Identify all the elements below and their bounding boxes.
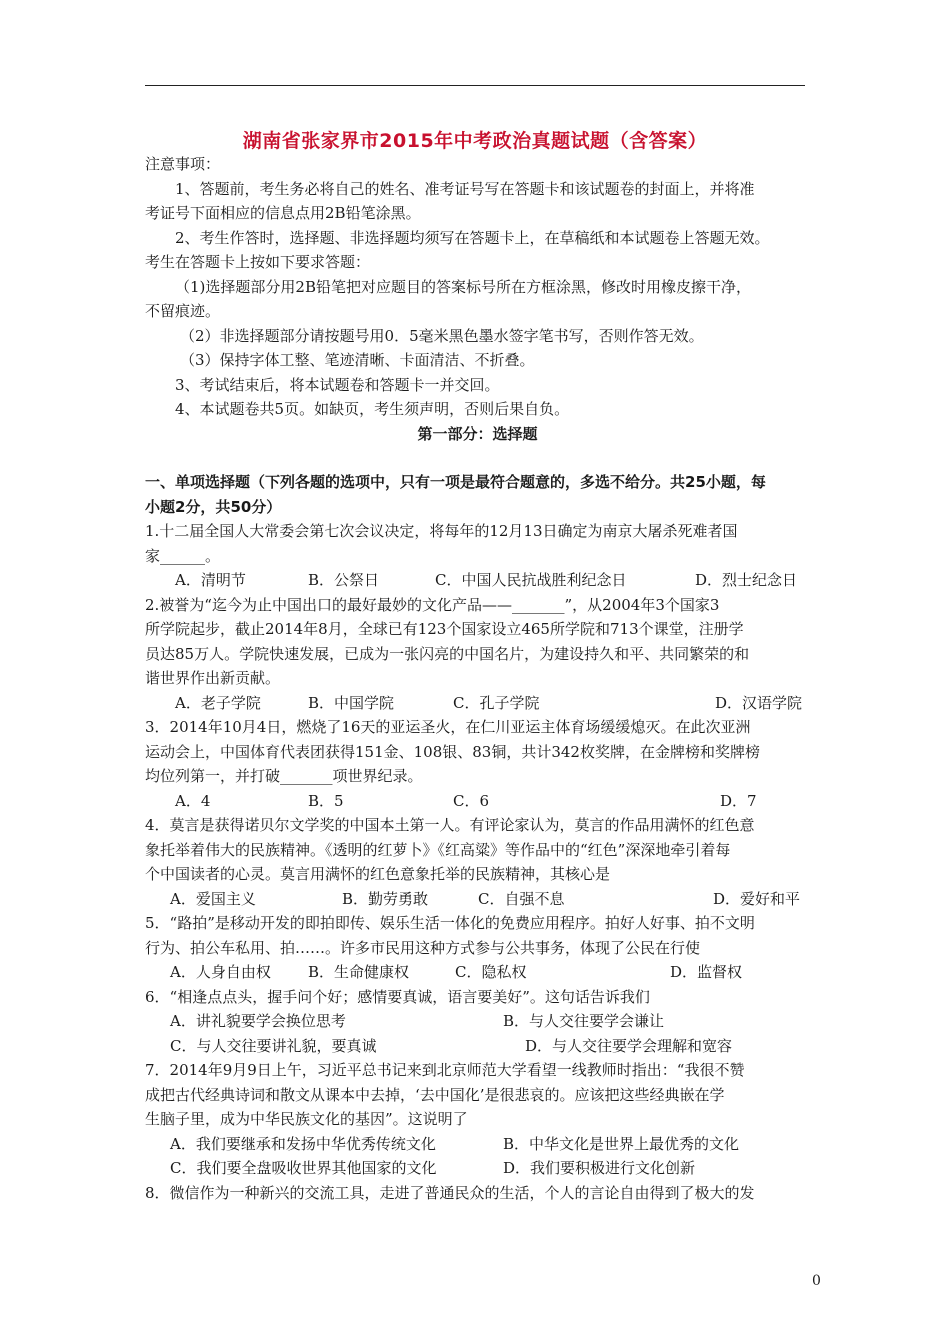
- notice-line: 1、答题前，考生务必将自己的姓名、准考证号写在答题卡和该试题卷的封面上，并将准: [175, 179, 755, 198]
- notice-line: （3）保持字体工整、笔迹清晰、卡面清洁、不折叠。: [180, 351, 535, 369]
- question-text: 4．莫言是获得诺贝尔文学奖的中国本土第一人。有评论家认为，莫言的作品用满怀的红色意: [145, 816, 755, 834]
- notice-line: 不留痕迹。: [145, 302, 221, 320]
- question-text: 8．微信作为一种新兴的交流工具，走进了普通民众的生活，个人的言论自由得到了极大的发: [145, 1183, 755, 1202]
- option: D．与人交往要学会理解和宽容: [525, 1036, 733, 1055]
- option: B．公祭日: [308, 571, 380, 589]
- section-heading: 一、单项选择题（下列各题的选项中，只有一项是最符合题意的，多选不给分。共25小题，每: [145, 473, 766, 491]
- notice-line: （1)选择题部分用2B铅笔把对应题目的答案标号所在方框涂黑，修改时用橡皮擦干净，: [175, 277, 751, 296]
- question-text: 个中国读者的心灵。莫言用满怀的红色意象托举的民族精神，其核心是: [145, 865, 611, 883]
- option: D．汉语学院: [715, 693, 803, 712]
- option: B．中华文化是世界上最优秀的文化: [503, 1134, 740, 1153]
- notice-line: （2）非选择题部分请按题号用0．5毫米黑色墨水签字笔书写，否则作答无效。: [180, 326, 704, 345]
- notice-line: 考生在答题卡上按如下要求答题：: [145, 253, 371, 271]
- option: B．中国学院: [308, 693, 395, 712]
- option: C．自强不息: [478, 889, 565, 908]
- option: A．4: [175, 791, 211, 810]
- question-options: [145, 691, 810, 716]
- question-text: 7．2014年9月9日上午，习近平总书记来到北京师范大学看望一线教师时指出：“我很不赞: [145, 1061, 745, 1079]
- notice-line: 4、本试题卷共5页。如缺页，考生须声明，否则后果自负。: [175, 400, 570, 418]
- header-rule: [145, 85, 805, 86]
- part-title: 第一部分：选择题: [417, 424, 538, 443]
- option: B．与人交往要学会谦让: [503, 1012, 665, 1030]
- notice-heading: 注意事项：: [145, 155, 221, 173]
- section-heading: 小题2分，共50分）: [145, 497, 282, 516]
- question-options: [145, 568, 810, 593]
- notice-line: 考证号下面相应的信息点用2B铅笔涂黑。: [145, 204, 421, 222]
- notice-line: 2、考生作答时，选择题、非选择题均须写在答题卡上，在草稿纸和本试题卷上答题无效。: [175, 228, 770, 247]
- option: C．与人交往要讲礼貌，要真诚: [170, 1036, 377, 1055]
- document-body: [145, 152, 810, 1205]
- question-text: 员达85万人。学院快速发展，已成为一张闪亮的中国名片，为建设持久和平、共同繁荣的和: [145, 644, 750, 663]
- question-text: 1.十二届全国人大常委会第七次会议决定，将每年的12月13日确定为南京大屠杀死难者国: [145, 522, 738, 540]
- option: A．人身自由权: [170, 963, 271, 981]
- question-options: [145, 1009, 810, 1034]
- option: D．烈士纪念日: [695, 571, 798, 589]
- option: C．中国人民抗战胜利纪念日: [435, 571, 627, 589]
- option: A．爱国主义: [170, 889, 256, 908]
- question-text: 成把古代经典诗词和散文从课本中去掉，‘去中国化’是很悲哀的。应该把这些经典嵌在学: [145, 1085, 725, 1104]
- option: D．我们要积极进行文化创新: [503, 1159, 696, 1177]
- notice-line: 3、考试结束后，将本试题卷和答题卡一并交回。: [175, 375, 500, 394]
- question-options: [145, 887, 810, 912]
- question-text: 6．“相逢点点头，握手问个好；感情要真诚，语言要美好”。这句话告诉我们: [145, 987, 650, 1006]
- question-text: 均位列第一，并打破_______项世界纪录。: [145, 767, 423, 785]
- question-options: [145, 1156, 810, 1181]
- page-number: 0: [812, 1273, 821, 1289]
- question-text: 所学院起步，截止2014年8月，全球已有123个国家设立465所学院和713个课堂，注册学: [145, 620, 744, 638]
- option: A．讲礼貌要学会换位思考: [170, 1012, 346, 1030]
- option: B．生命健康权: [308, 963, 410, 981]
- option: C．我们要全盘吸收世界其他国家的文化: [170, 1159, 437, 1177]
- question-options: [145, 789, 810, 814]
- question-text: 生脑子里，成为中华民族文化的基因”。这说明了: [145, 1110, 468, 1128]
- question-text: 象托举着伟大的民族精神。《透明的红萝卜》《红高粱》等作品中的“红色”深深地牵引着每: [145, 840, 731, 859]
- option: C．6: [453, 791, 490, 810]
- question-text: 2.被誉为“迄今为止中国出口的最好最妙的文化产品——_______”，从2004年3个国家3: [145, 595, 720, 614]
- question-options: [145, 960, 810, 985]
- option: D．监督权: [670, 963, 743, 981]
- option: B．5: [308, 791, 344, 810]
- page-title: 湖南省张家界市2015年中考政治真题试题（含答案）: [242, 130, 708, 152]
- option: D．7: [720, 791, 757, 810]
- option: C．孔子学院: [453, 693, 540, 712]
- question-options: [145, 1132, 810, 1157]
- question-text: 谐世界作出新贡献。: [145, 669, 281, 687]
- question-text: 家______。: [145, 546, 221, 565]
- question-text: 3．2014年10月4日，燃烧了16天的亚运圣火，在仁川亚运主体育场缓缓熄灭。在此次亚洲: [145, 718, 751, 736]
- option: A．我们要继承和发扬中华优秀传统文化: [170, 1134, 436, 1153]
- option: D．爱好和平: [713, 889, 801, 908]
- question-options: [145, 1034, 810, 1059]
- question-text: 5．“路拍”是移动开发的即拍即传、娱乐生活一体化的免费应用程序。拍好人好事、拍不文明: [145, 914, 755, 932]
- question-text: 行为、拍公车私用、拍……。许多市民用这种方式参与公共事务，体现了公民在行使: [145, 938, 701, 957]
- option: A．老子学院: [175, 693, 261, 712]
- question-text: 运动会上，中国体育代表团获得151金、108银、83铜，共计342枚奖牌，在金牌榜和奖牌榜: [145, 742, 760, 761]
- option: C．隐私权: [455, 963, 527, 981]
- option: A．清明节: [175, 571, 246, 589]
- option: B．勤劳勇敢: [342, 889, 429, 908]
